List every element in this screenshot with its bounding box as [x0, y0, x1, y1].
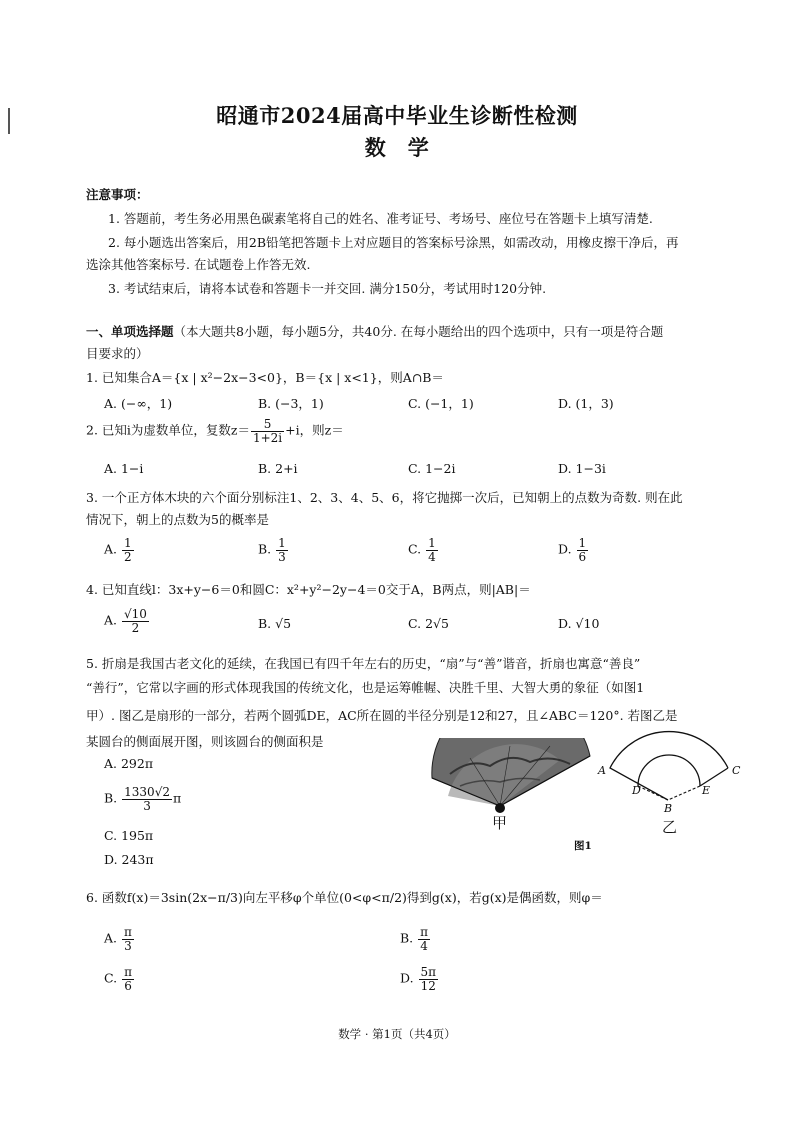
- fig-label-jia: 甲: [492, 814, 508, 832]
- q3-a-den: 2: [124, 549, 132, 564]
- q2-frac-num: 5: [251, 418, 284, 432]
- pt-a: A: [598, 764, 606, 777]
- note-1: 1. 答题前，考生务必用黑色碳素笔将自己的姓名、准考证号、考场号、座位号在答题卡上填写清楚.: [108, 211, 653, 226]
- q6-b-label: B.: [400, 930, 414, 946]
- q6-a-num: π: [124, 925, 132, 939]
- q2-stem-post: +i，则z＝: [285, 422, 344, 438]
- q1-option-d: D. (1，3): [558, 396, 614, 411]
- q6-c-label: C.: [104, 970, 118, 986]
- q4-option-d: D. √10: [558, 616, 600, 631]
- q3-option-d: [558, 537, 589, 563]
- note-2a: 2. 每小题选出答案后，用2B铅笔把答题卡上对应题目的答案标号涂黑，如需改动，用橡皮擦干净后，再: [108, 235, 679, 250]
- q3-stem-a: 3. 一个正方体木块的六个面分别标注1、2、3、4、5、6，将它抛掷一次后，已知朝上的点数为奇数. 则在此: [86, 490, 683, 505]
- q6-stem: 6. 函数f(x)＝3sin(2x−π/3)向左平移φ个单位(0<φ<π/2)得到g(x)，若g(x)是偶函数，则φ＝: [86, 890, 603, 905]
- q5-option-a: A. 292π: [104, 756, 154, 771]
- notes-heading: 注意事项：: [86, 187, 149, 202]
- q1-option-c: C. (−1，1): [408, 396, 474, 411]
- q5-line-2: “善行”，它常以字画的形式体现我国的传统文化，也是运筹帷幄、决胜千里、大智大勇的象征（如图1: [86, 680, 645, 695]
- q6-a-frac: [122, 926, 134, 952]
- fan-illustration: [430, 738, 592, 824]
- q4-option-c: C. 2√5: [408, 616, 449, 631]
- q5-b-frac: [122, 786, 172, 812]
- section-header: [86, 322, 663, 340]
- q3-d-num: 1: [578, 536, 587, 550]
- q5-b-label: B.: [104, 790, 118, 806]
- exam-title: 昭通市2024届高中毕业生诊断性检测: [216, 103, 578, 128]
- q6-b-frac: [418, 926, 430, 952]
- q2-stem: [86, 418, 344, 444]
- q3-a-frac: [122, 537, 134, 563]
- q2-option-b: B. 2+i: [258, 461, 298, 476]
- q3-b-frac: [276, 537, 288, 563]
- q3-b-num: 1: [278, 536, 286, 550]
- q2-option-c: C. 1−2i: [408, 461, 456, 476]
- q3-a-label: A.: [104, 541, 118, 557]
- q6-option-c: [104, 966, 135, 992]
- q5-line-3: 甲）. 图乙是扇形的一部分，若两个圆弧DE，AC所在圆的半径分别是12和27，且∠ABC＝120°. 若图乙是: [86, 708, 678, 723]
- pt-d: D: [632, 784, 641, 797]
- q3-d-frac: [577, 537, 589, 563]
- q6-option-b: [400, 926, 431, 952]
- note-3: 3. 考试结束后，请将本试卷和答题卡一并交回. 满分150分，考试用时120分钟.: [108, 281, 547, 296]
- q3-c-frac: [426, 537, 438, 563]
- q5-option-c: C. 195π: [104, 828, 154, 843]
- q3-option-b: [258, 537, 289, 563]
- page-footer: 数学 · 第1页（共4页）: [338, 1027, 456, 1041]
- q4-a-frac: [122, 608, 149, 634]
- q5-option-d: D. 243π: [104, 852, 154, 867]
- q6-a-den: 3: [124, 938, 132, 953]
- q4-option-b: B. √5: [258, 616, 292, 631]
- q3-a-num: 1: [124, 536, 132, 550]
- q3-b-label: B.: [258, 541, 272, 557]
- q2-frac-den: 1+2i: [252, 430, 283, 445]
- pt-e: E: [702, 784, 711, 797]
- q3-stem-b: 情况下，朝上的点数为5的概率是: [86, 512, 269, 527]
- q5-line-4: 某圆台的侧面展开图，则该圆台的侧面积是: [86, 734, 324, 749]
- q6-a-label: A.: [104, 930, 118, 946]
- q1-option-a: A. (−∞，1): [104, 396, 173, 411]
- subject-title: 数 学: [364, 135, 430, 160]
- fig-label-yi: 乙: [662, 818, 678, 836]
- q6-d-den: 12: [420, 978, 436, 993]
- q4-option-a: [104, 608, 150, 634]
- q2-option-a: A. 1−i: [104, 461, 144, 476]
- q4-a-label: A.: [104, 612, 118, 628]
- q5-option-b: [104, 786, 181, 812]
- q2-fraction: [251, 418, 284, 444]
- q5-b-num: 1330√2: [124, 785, 170, 799]
- q6-c-den: 6: [124, 978, 132, 993]
- q6-d-num: 5π: [420, 965, 437, 979]
- q3-c-label: C.: [408, 541, 422, 557]
- q5-line-1: 5. 折扇是我国古老文化的延续，在我国已有四千年左右的历史，“扇”与“善”谐音，折扇也寓意“善良”: [86, 656, 641, 671]
- q4-a-den: 2: [131, 620, 140, 635]
- section-desc-b: 目要求的）: [86, 346, 149, 361]
- q2-option-d: D. 1−3i: [558, 461, 606, 476]
- q2-stem-pre: 2. 已知i为虚数单位，复数z＝: [86, 422, 250, 438]
- q6-d-label: D.: [400, 970, 414, 986]
- q3-c-den: 4: [428, 549, 436, 564]
- q3-b-den: 3: [278, 549, 286, 564]
- q5-b-den: 3: [143, 798, 151, 813]
- q3-option-a: [104, 537, 135, 563]
- section-label: 一、单项选择题: [86, 324, 174, 339]
- q4-stem: 4. 已知直线l：3x+y−6＝0和圆C：x²+y²−2y−4＝0交于A，B两点，则|AB|＝: [86, 582, 531, 597]
- q6-b-num: π: [420, 925, 429, 939]
- note-2b: 选涂其他答案标号. 在试题卷上作答无效.: [86, 257, 311, 272]
- q3-c-num: 1: [428, 536, 436, 550]
- q3-d-den: 6: [578, 549, 587, 564]
- q3-option-c: [408, 537, 439, 563]
- q6-c-frac: [122, 966, 134, 992]
- q6-option-d: [400, 966, 439, 992]
- pt-b: B: [664, 802, 673, 815]
- q5-b-tail: π: [172, 790, 182, 806]
- q6-d-frac: [419, 966, 439, 992]
- q4-a-num: √10: [124, 607, 147, 621]
- q1-stem: 1. 已知集合A＝{x | x²−2x−3<0}，B＝{x | x<1}，则A∩B＝: [86, 370, 444, 385]
- q3-d-label: D.: [558, 541, 572, 557]
- q1-option-b: B. (−3，1): [258, 396, 324, 411]
- section-desc-a: （本大题共8小题，每小题5分，共40分. 在每小题给出的四个选项中，只有一项是符合题: [173, 324, 664, 339]
- q6-option-a: [104, 926, 135, 952]
- q6-c-num: π: [124, 965, 132, 979]
- fig-caption: 图1: [574, 840, 592, 852]
- pt-c: C: [732, 764, 741, 777]
- q6-b-den: 4: [420, 938, 428, 953]
